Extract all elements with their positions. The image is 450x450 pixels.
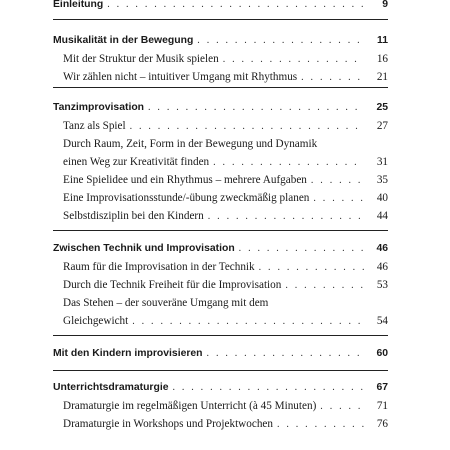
toc-sub-entry[interactable] — [53, 50, 388, 68]
entry-title-line1: Das Stehen – der souveräne Umgang mit dem — [63, 297, 269, 309]
entry-title: Mit der Struktur der Musik spielen — [63, 53, 219, 65]
toc-section-tanzimprovisation — [53, 99, 388, 225]
page-number: 67 — [376, 382, 388, 393]
page-number: 27 — [376, 120, 388, 132]
entry-title: einen Weg zur Kreativität finden — [63, 156, 210, 168]
toc-section-musikalitaet — [53, 32, 388, 86]
page-number: 44 — [376, 210, 388, 222]
entry-title: Eine Improvisationsstunde/-übung zweckmäßig planen — [63, 192, 310, 204]
dot-leader — [277, 416, 364, 434]
chapter-title: Mit den Kindern improvisieren — [53, 348, 203, 359]
section-divider — [53, 19, 388, 20]
page-number: 46 — [376, 261, 388, 273]
chapter-title: Tanzimprovisation — [53, 102, 145, 113]
section-divider — [53, 370, 388, 371]
toc-sub-entry[interactable] — [53, 276, 388, 294]
toc-sub-entry[interactable] — [53, 312, 388, 330]
page-number: 9 — [382, 0, 388, 10]
toc-sub-entry[interactable] — [53, 415, 388, 433]
dot-leader — [148, 99, 364, 117]
page-number: 46 — [376, 243, 388, 254]
dot-leader — [239, 240, 364, 258]
entry-title-line1: Durch Raum, Zeit, Form in der Bewegung und Dynamik — [63, 138, 318, 150]
page-number: 40 — [376, 192, 388, 204]
toc-sub-entry[interactable] — [53, 189, 388, 207]
dot-leader — [208, 208, 364, 226]
chapter-title: Einleitung — [53, 0, 104, 10]
toc-sub-entry[interactable] — [53, 397, 388, 415]
toc-sub-entry-wrapped-line1[interactable] — [53, 135, 388, 153]
toc-sub-entry[interactable] — [53, 68, 388, 86]
page-number: 54 — [376, 315, 388, 327]
dot-leader — [132, 313, 364, 331]
page-number: 53 — [376, 279, 388, 291]
toc-chapter-entry[interactable] — [53, 32, 388, 50]
page-number: 76 — [376, 418, 388, 430]
dot-leader — [285, 277, 364, 295]
toc-chapter-entry[interactable] — [53, 240, 388, 258]
dot-leader — [107, 0, 364, 14]
dot-leader — [207, 345, 364, 363]
entry-title: Dramaturgie im regelmäßigen Unterricht (à 45 Minuten) — [63, 400, 317, 412]
dot-leader — [313, 190, 364, 208]
dot-leader — [130, 118, 364, 136]
page-number: 71 — [376, 400, 388, 412]
entry-title: Tanz als Spiel — [63, 120, 126, 132]
dot-leader — [301, 69, 364, 87]
toc-section-technik — [53, 240, 388, 330]
dot-leader — [172, 379, 364, 397]
toc-sub-entry[interactable] — [53, 171, 388, 189]
page-number: 11 — [377, 35, 388, 46]
entry-title: Dramaturgie in Workshops und Projektwochen — [63, 418, 273, 430]
dot-leader — [213, 154, 364, 172]
page-number: 31 — [376, 156, 388, 168]
toc-chapter-entry[interactable] — [53, 345, 388, 363]
toc-sub-entry[interactable] — [53, 153, 388, 171]
toc-sub-entry[interactable] — [53, 258, 388, 276]
entry-title: Eine Spielidee und ein Rhythmus – mehrere Aufgaben — [63, 174, 307, 186]
entry-title: Durch die Technik Freiheit für die Improvisation — [63, 279, 282, 291]
toc-sub-entry[interactable] — [53, 207, 388, 225]
section-divider — [53, 335, 388, 336]
entry-title: Raum für die Improvisation in der Technik — [63, 261, 255, 273]
chapter-title: Musikalität in der Bewegung — [53, 35, 194, 46]
toc-sub-entry[interactable] — [53, 117, 388, 135]
dot-leader — [259, 259, 364, 277]
entry-title: Gleichgewicht — [63, 315, 129, 327]
chapter-title: Unterrichtsdramaturgie — [53, 382, 169, 393]
dot-leader — [223, 51, 364, 69]
page-number: 35 — [376, 174, 388, 186]
toc-section-dramaturgie — [53, 379, 388, 433]
toc-chapter-entry[interactable] — [53, 0, 388, 14]
dot-leader — [320, 398, 364, 416]
page-number: 21 — [376, 71, 388, 83]
dot-leader — [197, 32, 364, 50]
toc-sub-entry-wrapped-line1[interactable] — [53, 294, 388, 312]
chapter-title: Zwischen Technik und Improvisation — [53, 243, 235, 254]
toc-section-kindern — [53, 345, 388, 363]
entry-title: Wir zählen nicht – intuitiver Umgang mit Rhythmus — [63, 71, 298, 83]
entry-title: Selbstdisziplin bei den Kindern — [63, 210, 204, 222]
page-number: 60 — [376, 348, 388, 359]
toc-section-einleitung — [53, 0, 388, 14]
page-number: 16 — [376, 53, 388, 65]
section-divider — [53, 230, 388, 231]
toc-chapter-entry[interactable] — [53, 379, 388, 397]
dot-leader — [311, 172, 364, 190]
section-divider — [53, 87, 388, 88]
toc-chapter-entry[interactable] — [53, 99, 388, 117]
page-number: 25 — [376, 102, 388, 113]
